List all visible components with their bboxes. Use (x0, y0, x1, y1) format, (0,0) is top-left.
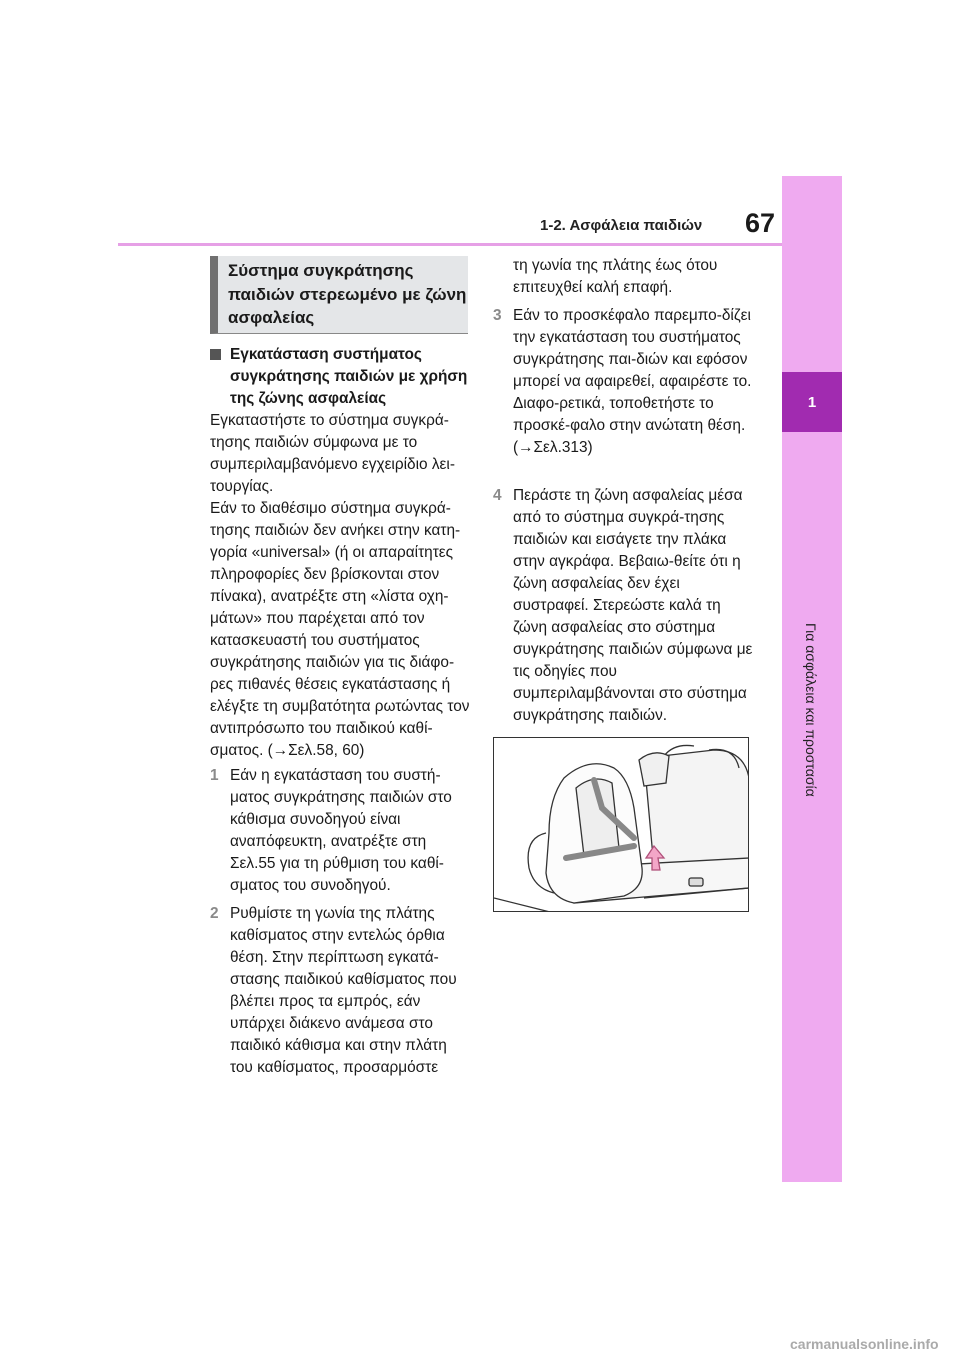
step-text: τη γωνία της πλάτης έως ότου επιτευχθεί καλή επαφή. (513, 257, 718, 296)
step-number: 1 (210, 767, 219, 784)
step-text: Εάν το προσκέφαλο παρεμπο-δίζει την εγκατάσταση του συστήματος συγκράτησης παι-διών και εφόσον μπορεί να αφαιρεθεί, αφαιρέστε το. Διαφο-ρετικά, τοποθετήστε το προσκέ-φαλο στην ανώτατη θέση. (→Σελ.313) (513, 307, 752, 456)
intro-paragraph-1: Εγκαταστήστε το σύστημα συγκρά-τησης παιδιών σύμφωνα με το συμπεριλαμβανόμενο εγχειρίδιο λει-τουργίας. (210, 412, 455, 495)
watermark: carmanualsonline.info (790, 1336, 939, 1352)
header-rule (118, 243, 782, 246)
section-title: Σύστημα συγκράτησης παιδιών στερεωμένο με ζώνη ασφαλείας (228, 261, 467, 327)
subheading-text: Εγκατάσταση συστήματος συγκράτησης παιδιών με χρήση της ζώνης ασφαλείας (230, 346, 468, 407)
square-bullet-icon (210, 349, 221, 360)
child-seat-illustration (493, 737, 749, 912)
step-text: Περάστε τη ζώνη ασφαλείας μέσα από το σύστημα συγκρά-τησης παιδιών και εισάγετε την πλάκα στην αγκράφα. Βεβαιω-θείτε ότι η ζώνη ασφαλείας δεν έχει συστραφεί. Στερεώστε καλά τη ζώνη ασφαλείας στο σύστημα συγκράτησης παιδιών σύμφωνα με τις οδηγίες που συμπεριλαμβάνονται στο σύστημα συγκράτησης παιδιών. (513, 487, 753, 724)
chapter-number: 1 (782, 372, 842, 432)
chapter-title: Για ασφάλεια και προστασία (803, 623, 819, 797)
intro-paragraph-2: Εάν το διαθέσιμο σύστημα συγκρά-τησης παιδιών δεν ανήκει στην κατη-γορία «universal» (ή οι απαραίτητες πληροφορίες δεν βρίσκονται στον πίνακα), ανατρέξτε στη «λίστα οχη-μάτων» που παρέχεται από τον κατασκευαστή του συστήματος συγκράτησης παιδιών για τις διάφο-ρες πιθανές θέσεις εγκατάστασης ή ελέγξτε τη συμβατότητα ρωτώντας τον αντιπρόσωπο του παιδικού καθί-σματος. (→Σελ.58, 60) (210, 500, 470, 759)
chapter-side-tab (782, 176, 842, 1182)
step-number: 2 (210, 905, 219, 922)
step-number: 3 (493, 307, 502, 324)
child-seat-drawing (494, 738, 749, 912)
step-number: 4 (493, 487, 502, 504)
section-title-box (210, 256, 468, 334)
page-number: 67 (745, 208, 776, 238)
step-text: Ρυθμίστε τη γωνία της πλάτης καθίσματος στην εντελώς όρθια θέση. Στην περίπτωση εγκατά-στασης παιδικού καθίσματος που βλέπει προς τα εμπρός, εάν υπάρχει διάκενο ανάμεσα στο παιδικό κάθισμα και στην πλάτη του καθίσματος, προσαρμόστε (230, 905, 457, 1076)
chapter-title-vertical (786, 623, 838, 813)
intro-text (210, 410, 472, 762)
step-text: Εάν η εγκατάσταση του συστή-ματος συγκράτησης παιδιών στο κάθισμα συνοδηγού είναι αναπόφευκτη, ανατρέξτε στη Σελ.55 για τη ρύθμιση του καθί-σματος του συνοδηγού. (230, 767, 452, 894)
running-header: 1-2. Ασφάλεια παιδιών (540, 217, 703, 234)
